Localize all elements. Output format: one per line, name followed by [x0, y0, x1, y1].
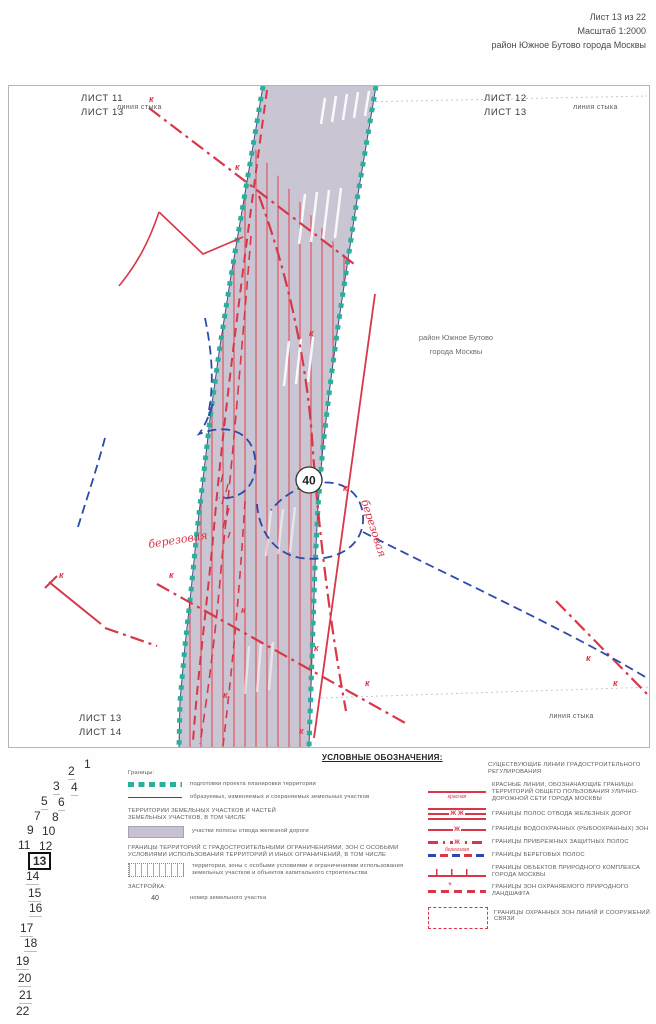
red-line-k-mark: к	[314, 643, 319, 653]
sheet-index-item: 14	[26, 869, 40, 883]
legend-existing-line-items	[428, 782, 654, 929]
red-line-k-mark: к	[241, 605, 246, 615]
sheet-index-item: 5	[41, 794, 48, 808]
legend-restrictions-heading: ГРАНИЦЫ ТЕРРИТОРИЙ С ГРАДОСТРОИТЕЛЬНЫМИ ОГРАНИЧЕНИЯМИ, ЗОН С ОСОБЫМИ УСЛОВИЯМИ ИСПОЛЬЗОВАНИЯ ТЕРРИТОРИЙ И ИНЫХ ОГРАНИЧЕНИЙ, В ТОМ ЧИСЛЕ	[128, 844, 399, 858]
sheet-index-item: 19	[16, 954, 30, 968]
legend-item-label: ГРАНИЦЫ ОХРАННЫХ ЗОН ЛИНИЙ И СООРУЖЕНИЙ СВЯЗИ	[494, 909, 650, 923]
red-line-k-mark: к	[59, 570, 64, 580]
scale-label: Масштаб 1:2000	[577, 26, 646, 36]
corner-top-left: ЛИСТ 11 ЛИСТ 13	[81, 93, 124, 118]
legend-territories-heading: ТЕРРИТОРИИ ЗЕМЕЛЬНЫХ УЧАСТКОВ И ЧАСТЕЙ ЗЕМЕЛЬНЫХ УЧАСТКОВ, В ТОМ ЧИСЛЕ	[128, 807, 277, 821]
red-line-k-mark: к	[149, 94, 154, 104]
legend-item	[428, 839, 654, 846]
seam-label-top-left: линия стыка	[117, 104, 162, 111]
dotted-guide-line	[321, 687, 649, 698]
legend-item-label: ГРАНИЦЫ ВОДООХРАННЫХ (РЫБООХРАННЫХ) ЗОН	[492, 826, 649, 833]
blue-dashed-boundaries	[77, 318, 647, 678]
sheet-index-item: 21	[19, 988, 33, 1002]
legend-item-label: подготовки проекта планировки территории	[190, 781, 316, 787]
sheet-index-item: 9	[27, 823, 34, 837]
header-block	[492, 10, 646, 52]
teal-dashed-squares-symbol	[128, 782, 182, 787]
legend-boundaries-heading: Границы:	[128, 770, 155, 776]
corner-top-right: ЛИСТ 12 ЛИСТ 13	[484, 93, 527, 118]
legend-development-items	[128, 895, 428, 902]
sheet-index-item: 7	[34, 809, 41, 823]
legend-item	[428, 880, 654, 898]
sheet-index-item: 11	[18, 838, 31, 852]
seam-label-top-right: линия стыка	[573, 104, 618, 111]
sheet-index-item: 2	[68, 764, 75, 778]
sheet-index-item: 16	[29, 901, 43, 915]
sheet-index-item: 22	[16, 1004, 30, 1018]
red-line-k-mark: к	[613, 678, 618, 688]
parcel-number-label: 40	[302, 473, 316, 488]
legend-item-label: ГРАНИЦЫ ПРИБРЕЖНЫХ ЗАЩИТНЫХ ПОЛОС	[492, 839, 629, 846]
legend-item	[128, 895, 428, 902]
red-line-k-mark: к	[169, 570, 174, 580]
legend-item	[428, 865, 654, 879]
seam-label-bottom-right: линия стыка	[549, 713, 594, 720]
legend-item-label: ГРАНИЦЫ БЕРЕГОВЫХ ПОЛОС	[492, 851, 585, 858]
legend-item-label: участки полосы отвода железной дороги	[192, 828, 309, 835]
shore-line-symbol: береговая	[428, 854, 486, 857]
railway-double-symbol: Ж Ж	[428, 808, 486, 820]
sheet-index-item-current: 13	[28, 852, 51, 870]
dash-plus-symbol: +	[428, 890, 486, 893]
map-district-line2: города Москвы	[429, 347, 483, 356]
plot-number-symbol: 40	[151, 894, 159, 902]
dash-dot-zh-symbol: Ж	[428, 841, 486, 843]
legend-item-label: номер земельного участка	[190, 894, 267, 901]
sheet-index-item: 15	[28, 886, 42, 900]
legend-item	[428, 904, 654, 929]
legend-right-column	[428, 762, 654, 935]
legend-title: УСЛОВНЫЕ ОБОЗНАЧЕНИЯ:	[322, 753, 443, 762]
legend-item	[428, 846, 654, 859]
legend-development-heading: ЗАСТРОЙКА:	[128, 883, 167, 890]
legend-item	[428, 808, 654, 820]
legend-item-label: территории, зоны с особыми условиями и ограничениями использования земельных участков и объектов капитального строительства	[192, 862, 404, 876]
legend-item-label: образуемых, изменяемых и сохраняемых земельных участков	[190, 793, 370, 800]
red-line-k-mark: к	[309, 328, 314, 338]
sheet-index-item: 1	[84, 757, 91, 771]
legend-restriction-items	[128, 863, 428, 877]
lavender-swatch-symbol	[128, 826, 184, 838]
parcel-number-marker	[296, 467, 322, 493]
sheet-index-item: 6	[58, 795, 65, 809]
legend-item-label: ГРАНИЦЫ ОБЪЕКТОВ ПРИРОДНОГО КОМПЛЕКСА ГОРОДА МОСКВЫ	[492, 864, 641, 878]
red-line-k-mark: к	[235, 162, 240, 172]
sheet-index-item: 12	[39, 839, 53, 853]
legend-item-label: КРАСНЫЕ ЛИНИИ, ОБОЗНАЧАЮЩИЕ ГРАНИЦЫ ТЕРРИТОРИЙ ОБЩЕГО ПОЛЬЗОВАНИЯ УЛИЧНО-ДОРОЖНОЙ СЕТИ ГОРОДА МОСКВЫ	[492, 782, 639, 802]
red-line-k-mark: к	[343, 483, 348, 493]
sheet-index	[0, 0, 110, 1024]
river-label-left: березовая	[147, 528, 209, 551]
river-label-right: березовая	[358, 497, 389, 559]
red-line-k-mark: к	[365, 678, 370, 688]
legend-item	[128, 781, 428, 788]
sheet-index-item: 4	[71, 780, 78, 794]
sheet-index-item: 17	[20, 921, 34, 935]
red-line-k-mark: к	[299, 726, 304, 736]
legend-territory-items	[128, 826, 428, 838]
line-ticks-symbol	[428, 866, 486, 877]
dashed-rect-symbol	[428, 907, 488, 929]
line-zh-symbol: Ж	[428, 829, 486, 831]
dotted-hatch-swatch-symbol	[128, 863, 184, 877]
sheet-index-item: 10	[42, 824, 56, 838]
legend-item	[428, 782, 654, 802]
legend-item	[128, 863, 428, 877]
legend-existing-lines-heading: СУЩЕСТВУЮЩИЕ ЛИНИИ ГРАДОСТРОИТЕЛЬНОГО РЕГУЛИРОВАНИЯ	[488, 762, 641, 775]
blue-line-symbol	[128, 797, 182, 798]
red-line-k-mark: к	[586, 653, 591, 663]
sheet-index-item: 20	[18, 971, 32, 985]
red-line-symbol: красная	[428, 791, 486, 793]
red-line-k-mark: к	[223, 690, 228, 700]
legend-item-label: ГРАНИЦЫ ПОЛОС ОТВОДА ЖЕЛЕЗНЫХ ДОРОГ	[492, 810, 632, 817]
district-label: район Южное Бутово города Москвы	[491, 40, 646, 50]
corner-bottom-left: ЛИСТ 13 ЛИСТ 14	[79, 713, 122, 738]
sheet-number-label: Лист 13 из 22	[589, 12, 646, 22]
map-district-line1: район Южное Бутово	[418, 333, 494, 342]
sheet-index-item: 3	[53, 779, 60, 793]
sheet-index-item: 18	[24, 936, 38, 950]
sheet-index-item: 8	[52, 810, 59, 824]
legend-left-column	[128, 770, 428, 908]
legend-boundary-items	[128, 781, 428, 801]
legend-item	[128, 794, 428, 801]
legend-item	[128, 826, 428, 838]
legend-item-label: ГРАНИЦЫ ЗОН ОХРАНЯЕМОГО ПРИРОДНОГО ЛАНДШАФТА	[492, 884, 629, 898]
legend-item	[428, 826, 654, 833]
